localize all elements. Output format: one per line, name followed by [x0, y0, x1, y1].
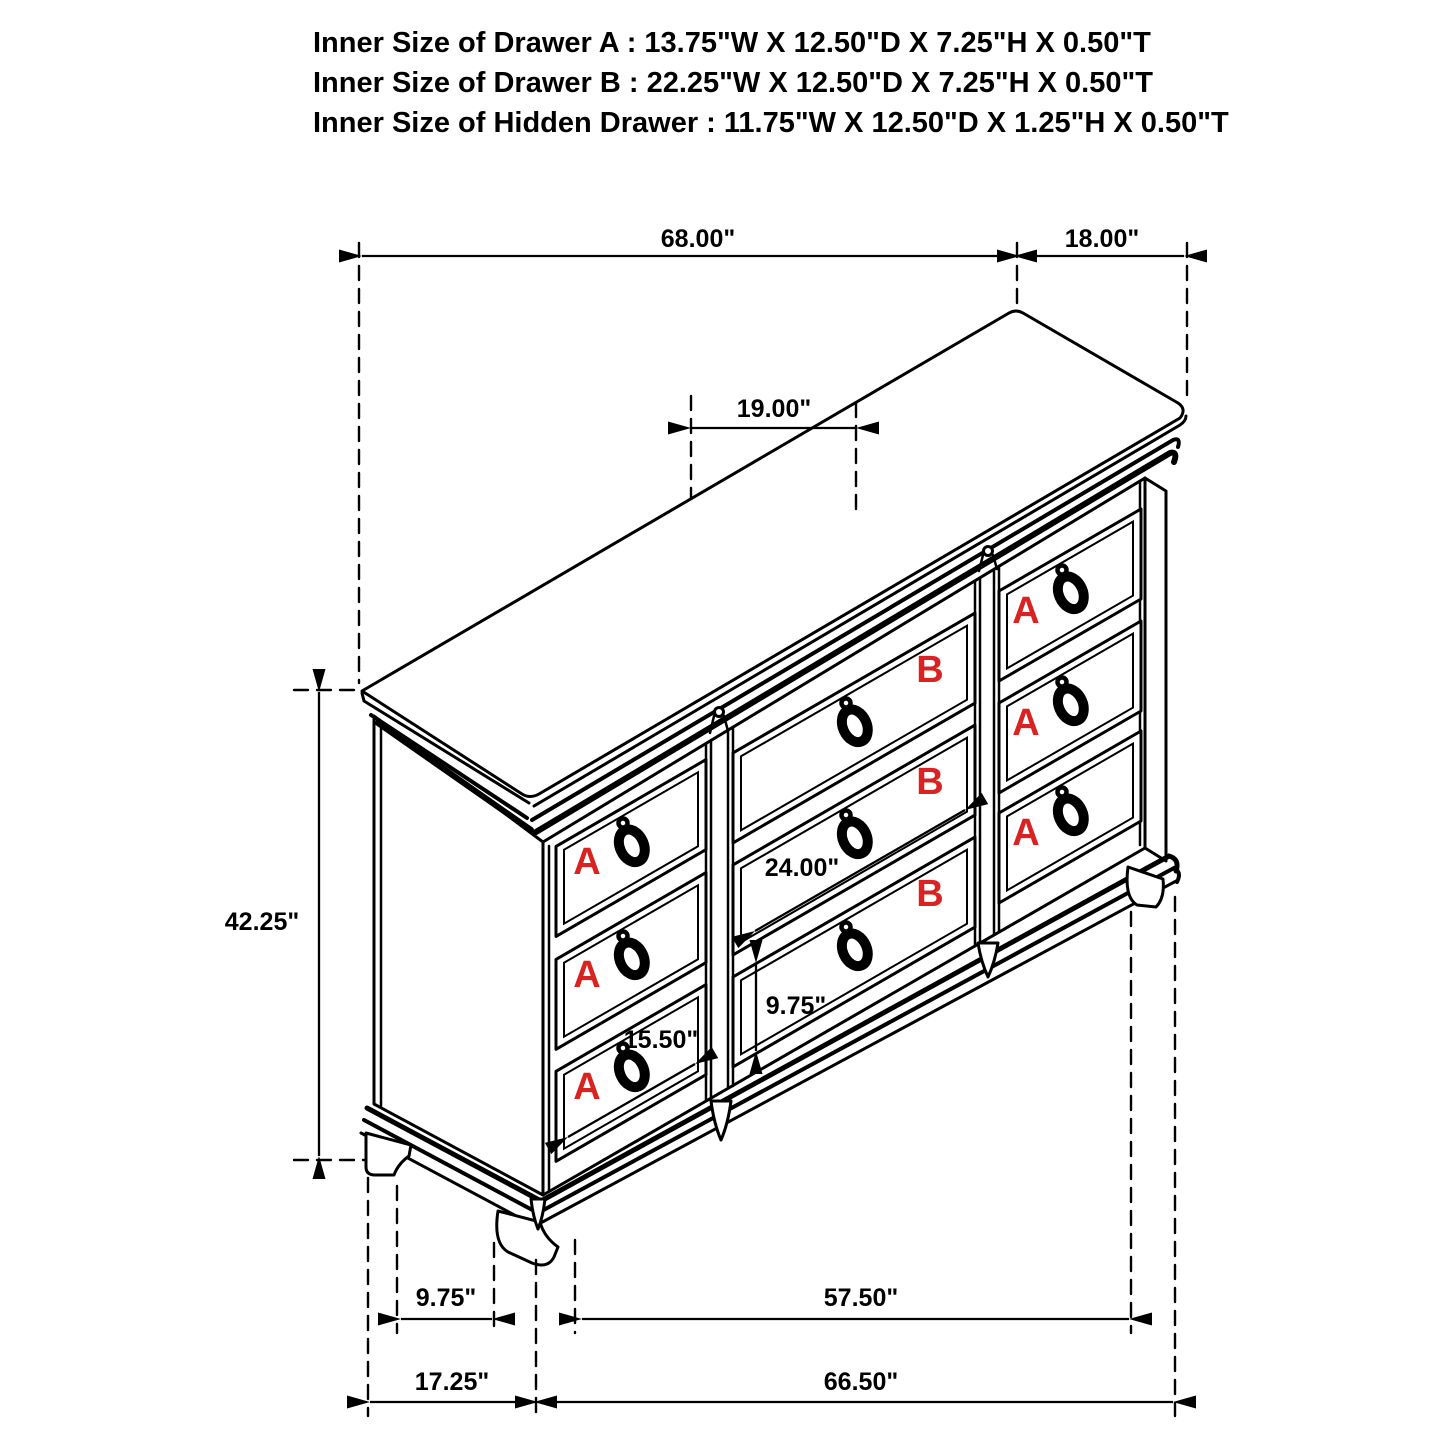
drawer-letter: A — [1012, 590, 1040, 632]
drawer-letter: B — [916, 761, 944, 803]
dimension-label-front_feet_span: 57.50" — [823, 1284, 899, 1312]
left-post-finial — [715, 708, 724, 717]
dimension-label-drawer_b_front_height: 9.75" — [765, 992, 827, 1020]
drawer-letter: B — [916, 649, 944, 691]
dimension-label-side_foot_spacing: 9.75" — [415, 1284, 477, 1312]
title-line-2: Inner Size of Drawer B : 22.25"W X 12.50"D X 7.25"H X 0.50"T — [313, 67, 1153, 99]
drawer-letter: A — [573, 954, 601, 996]
dimension-label-base_front_width: 66.50" — [823, 1368, 899, 1396]
dresser-right-side-sliver — [1145, 478, 1166, 861]
dimension-label-overall_height: 42.25" — [224, 908, 300, 936]
dresser-drawing — [361, 311, 1186, 1265]
title-line-1: Inner Size of Drawer A : 13.75"W X 12.50"D X 7.25"H X 0.50"T — [313, 27, 1151, 59]
inner-size-title-block — [313, 27, 1229, 139]
dimension-label-drawer_a_width: 15.50" — [623, 1026, 699, 1054]
dimension-label-top_opening_width: 19.00" — [736, 395, 812, 423]
dimension-label-base_side_depth: 17.25" — [414, 1368, 490, 1396]
drawer-letter: B — [916, 873, 944, 915]
dimension-label-top_depth: 18.00" — [1064, 225, 1140, 253]
drawer-letter: A — [1012, 812, 1040, 854]
left-post-drop-finial — [711, 1101, 731, 1140]
drawer-letter: A — [1012, 702, 1040, 744]
dimension-label-top_width: 68.00" — [660, 225, 736, 253]
drawer-letter: A — [573, 841, 601, 883]
drawer-letter: A — [573, 1066, 601, 1108]
title-line-3: Inner Size of Hidden Drawer : 11.75"W X 12.50"D X 1.25"H X 0.50"T — [313, 107, 1229, 139]
front-right-foot — [1127, 867, 1163, 907]
right-post-finial — [984, 547, 993, 556]
dimension-label-drawer_b_width: 24.00" — [764, 854, 840, 882]
